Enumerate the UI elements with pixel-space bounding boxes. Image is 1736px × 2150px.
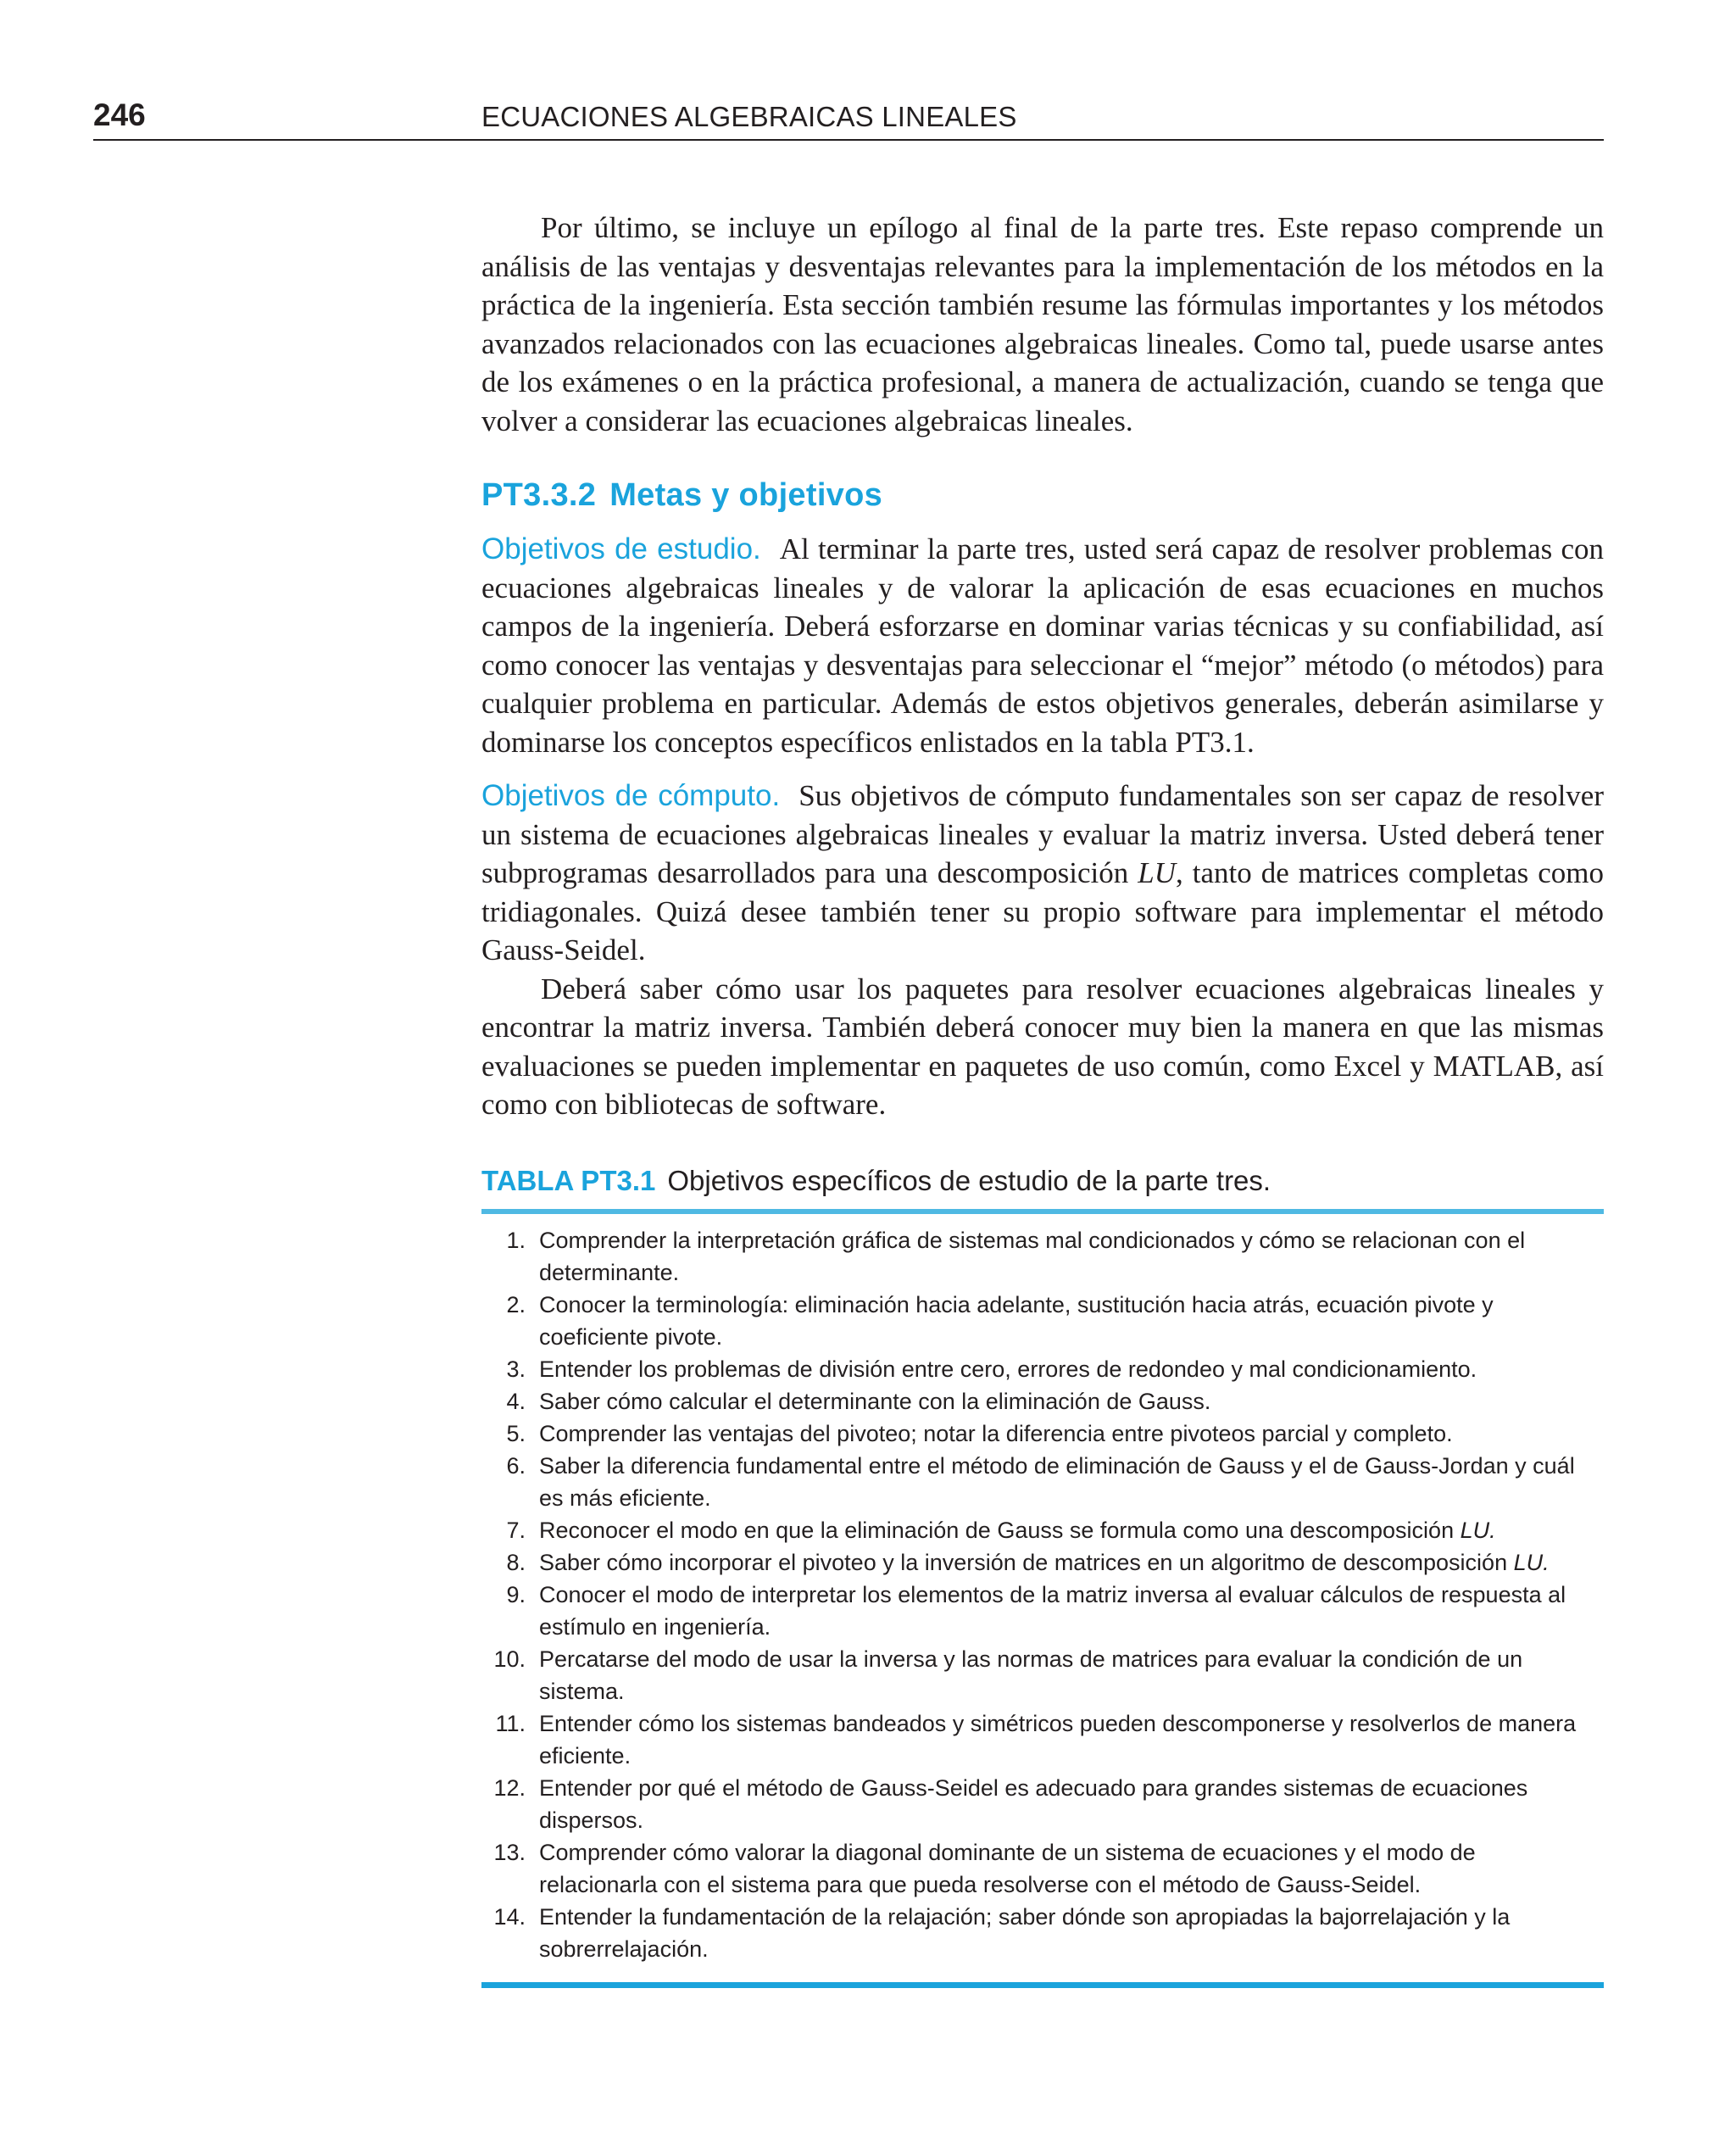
computer-objectives-text-1: Sus objetivos de cómputo fundamentales son ser capaz de resolver un sistema de ecuaciones algebraicas lineales y evaluar la matriz inversa. Usted deberá tener subprogramas desarrollados para una descomposición bbox=[481, 779, 1604, 889]
computer-objectives-heading: Objetivos de cómputo. bbox=[481, 779, 781, 812]
study-objectives-text: Al terminar la parte tres, usted será capaz de resolver problemas con ecuaciones algebraicas lineales y de valorar la aplicación de esas ecuaciones en muchos campos de la ingeniería. Deberá esforzarse en dominar varias técnicas y su confiabilidad, así como conocer las ventajas y desventajas para seleccionar el “mejor” método (o métodos) para cualquier problema en particular. Además de estos objetivos generales, deberán asimilarse y dominarse los conceptos específicos enlistados en la tabla PT3.1. bbox=[481, 532, 1604, 759]
objective-number: 2. bbox=[506, 1291, 526, 1317]
objective-number: 3. bbox=[506, 1356, 526, 1382]
objectives-list bbox=[481, 1224, 1604, 1988]
objective-number: 14. bbox=[493, 1903, 526, 1930]
objective-number: 4. bbox=[506, 1388, 526, 1414]
table-caption-text: Objetivos específicos de estudio de la parte tres. bbox=[667, 1164, 1271, 1196]
lu-term: LU bbox=[1138, 856, 1176, 889]
intro-paragraph: Por último, se incluye un epílogo al final de la parte tres. Este repaso comprende un análisis de las ventajas y desventajas relevantes para la implementación de los métodos en la práctica de la ingeniería. Esta sección también resume las fórmulas importantes y los métodos avanzados relacionados con las ecuaciones algebraicas lineales. Como tal, puede usarse antes de los exámenes o en la práctica profesional, a manera de actualización, cuando se tenga que volver a considerar las ecuaciones algebraicas lineales. bbox=[481, 211, 1604, 437]
objective-item bbox=[481, 1224, 1604, 1289]
section-heading bbox=[481, 474, 1604, 516]
study-objectives-paragraph bbox=[481, 530, 1604, 761]
objective-number: 9. bbox=[506, 1581, 526, 1607]
objective-text: Entender cómo los sistemas bandeados y simétricos pueden descomponerse y resolverlos de manera eficiente. bbox=[539, 1710, 1577, 1768]
objective-text: Comprender la interpretación gráfica de sistemas mal condicionados y cómo se relacionan con el determinante. bbox=[539, 1227, 1526, 1285]
computer-objectives-paragraph bbox=[481, 777, 1604, 970]
objective-item bbox=[481, 1772, 1604, 1836]
objective-item bbox=[481, 1514, 1604, 1546]
objective-text: Saber la diferencia fundamental entre el método de eliminación de Gauss y el de Gauss-Jordan y cuál es más eficiente. bbox=[539, 1452, 1575, 1511]
running-title: ECUACIONES ALGEBRAICAS LINEALES bbox=[481, 101, 1017, 132]
page-number: 246 bbox=[93, 97, 146, 132]
objective-number: 10. bbox=[493, 1646, 526, 1672]
objective-text: Comprender cómo valorar la diagonal dominante de un sistema de ecuaciones y el modo de relacionarla con el sistema para que pueda resolverse con el método de Gauss-Seidel. bbox=[539, 1839, 1476, 1897]
section-number: PT3.3.2 bbox=[481, 477, 597, 513]
study-objectives-heading: Objetivos de estudio. bbox=[481, 532, 761, 565]
objective-item bbox=[481, 1579, 1604, 1643]
packages-paragraph: Deberá saber cómo usar los paquetes para resolver ecuaciones algebraicas lineales y encontrar la matriz inversa. También deberá conocer muy bien la manera en que las mismas evaluaciones se pueden implementar en paquetes de uso común, como Excel y MATLAB, así como con bibliotecas de software. bbox=[481, 972, 1604, 1121]
objective-item bbox=[481, 1643, 1604, 1707]
text-column bbox=[481, 209, 1604, 1988]
objective-number: 11. bbox=[495, 1710, 526, 1736]
objective-number: 13. bbox=[493, 1839, 526, 1865]
table-label: TABLA PT3.1 bbox=[481, 1164, 656, 1196]
objective-text: Entender por qué el método de Gauss-Seidel es adecuado para grandes sistemas de ecuaciones dispersos. bbox=[539, 1774, 1528, 1833]
objective-number: 1. bbox=[506, 1227, 526, 1253]
table-caption bbox=[481, 1161, 1604, 1214]
objective-number: 5. bbox=[506, 1420, 526, 1446]
objective-text: Saber cómo incorporar el pivoteo y la inversión de matrices en un algoritmo de descomposición LU. bbox=[539, 1549, 1550, 1575]
objective-text: Entender los problemas de división entre cero, errores de redondeo y mal condicionamiento. bbox=[539, 1356, 1477, 1382]
objective-number: 7. bbox=[506, 1517, 526, 1543]
objective-item bbox=[481, 1418, 1604, 1450]
objective-item bbox=[481, 1289, 1604, 1353]
objective-text: Entender la fundamentación de la relajación; saber dónde son apropiadas la bajorrelajación y la sobrerrelajación. bbox=[539, 1903, 1511, 1962]
objective-text: Saber cómo calcular el determinante con la eliminación de Gauss. bbox=[539, 1388, 1211, 1414]
objective-number: 6. bbox=[506, 1452, 526, 1479]
objective-text: Comprender las ventajas del pivoteo; notar la diferencia entre pivoteos parcial y completo. bbox=[539, 1420, 1453, 1446]
running-head bbox=[93, 95, 1604, 141]
objective-item bbox=[481, 1450, 1604, 1514]
computer-objectives-text-2: , tanto de matrices completas como tridiagonales. Quizá desee también tener su propio software para implementar el método Gauss-Seidel. bbox=[481, 856, 1604, 966]
objective-item bbox=[481, 1385, 1604, 1418]
objective-item bbox=[481, 1353, 1604, 1385]
objective-text: Percatarse del modo de usar la inversa y las normas de matrices para evaluar la condición de un sistema. bbox=[539, 1646, 1523, 1704]
objective-text: Reconocer el modo en que la eliminación de Gauss se formula como una descomposición LU. bbox=[539, 1517, 1496, 1543]
objective-item bbox=[481, 1546, 1604, 1579]
objective-text: Conocer el modo de interpretar los elementos de la matriz inversa al evaluar cálculos de respuesta al estímulo en ingeniería. bbox=[539, 1581, 1566, 1640]
objective-item bbox=[481, 1836, 1604, 1901]
objective-item bbox=[481, 1901, 1604, 1965]
objective-item bbox=[481, 1707, 1604, 1772]
section-title: Metas y objetivos bbox=[609, 477, 883, 513]
objective-text: Conocer la terminología: eliminación hacia adelante, sustitución hacia atrás, ecuación pivote y coeficiente pivote. bbox=[539, 1291, 1494, 1350]
objective-number: 12. bbox=[493, 1774, 526, 1801]
objective-number: 8. bbox=[506, 1549, 526, 1575]
